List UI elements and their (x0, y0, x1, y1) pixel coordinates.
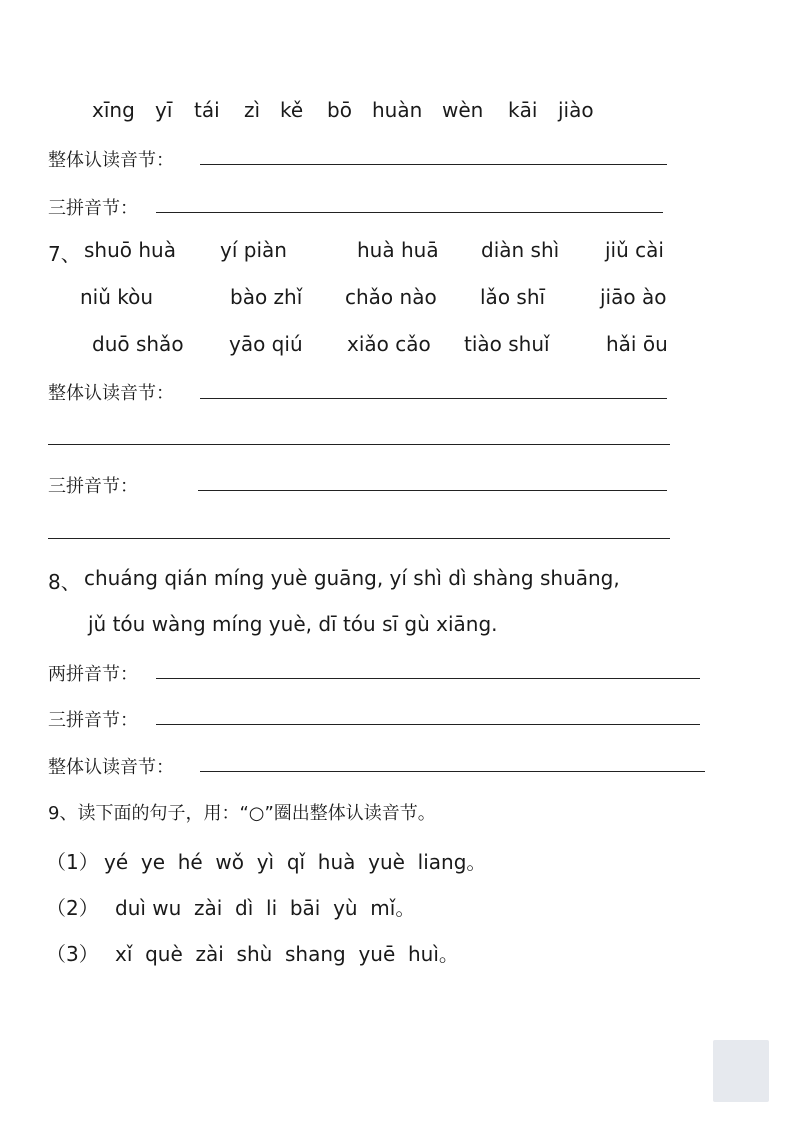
syllable: bō (327, 98, 352, 122)
word: lǎo shī (480, 285, 546, 309)
word: niǔ kòu (80, 285, 154, 309)
syllable: kāi (508, 98, 538, 122)
syllable: kě (280, 98, 304, 122)
word: hǎi ōu (606, 332, 668, 356)
q8-poem-line-1: chuáng qián míng yuè guāng, yí shì dì shàng shuāng, (84, 566, 620, 590)
word: shuō huà (84, 238, 176, 262)
q8-two-label: 两拼音节： (48, 664, 138, 685)
syllable: wèn (442, 98, 484, 122)
sentence-number: （3） (46, 942, 99, 966)
answer-line[interactable] (48, 538, 670, 539)
answer-line[interactable] (156, 678, 700, 679)
answer-line[interactable] (200, 398, 667, 399)
sentence-number: （1） (46, 850, 99, 874)
answer-line[interactable] (48, 444, 670, 445)
sentence-number: （2） (46, 896, 99, 920)
word: huà huā (357, 238, 439, 262)
syllable: jiào (558, 98, 594, 122)
corner-tab (713, 1040, 769, 1102)
sentence-text[interactable]: xǐ què zài shù shang yuē huì。 (115, 942, 459, 966)
word: duō shǎo (92, 332, 184, 356)
word: xiǎo cǎo (347, 332, 431, 356)
q7-three-label: 三拼音节： (48, 476, 138, 497)
syllable: huàn (372, 98, 423, 122)
word: bào zhǐ (230, 285, 303, 309)
answer-line[interactable] (198, 490, 667, 491)
q6-whole-label: 整体认读音节： (48, 150, 174, 171)
syllable: yī (155, 98, 173, 122)
word: yí piàn (220, 238, 287, 262)
word: jiāo ào (600, 285, 667, 309)
word: diàn shì (481, 238, 560, 262)
answer-line[interactable] (200, 771, 705, 772)
sentence-text[interactable]: duì wu zài dì li bāi yù mǐ。 (115, 896, 416, 920)
q8-poem-line-2: jǔ tóu wàng míng yuè, dī tóu sī gù xiāng. (88, 612, 498, 636)
word: jiǔ cài (605, 238, 664, 262)
syllable: zì (244, 98, 261, 122)
q8-number: 8、 (48, 570, 81, 594)
syllable: tái (194, 98, 220, 122)
q6-three-label: 三拼音节： (48, 198, 138, 219)
answer-line[interactable] (156, 724, 700, 725)
word: chǎo nào (345, 285, 437, 309)
word: yāo qiú (229, 332, 303, 356)
q8-whole-label: 整体认读音节： (48, 757, 174, 778)
q8-three-label: 三拼音节： (48, 710, 138, 731)
q7-number: 7、 (48, 242, 81, 266)
sentence-text[interactable]: yé ye hé wǒ yì qǐ huà yuè liang。 (104, 850, 487, 874)
answer-line[interactable] (200, 164, 667, 165)
q7-whole-label: 整体认读音节： (48, 383, 174, 404)
q9-instruction: 9、读下面的句子，用：“○”圈出整体认读音节。 (48, 803, 436, 824)
syllable: xīng (92, 98, 135, 122)
word: tiào shuǐ (464, 332, 550, 356)
answer-line[interactable] (156, 212, 663, 213)
